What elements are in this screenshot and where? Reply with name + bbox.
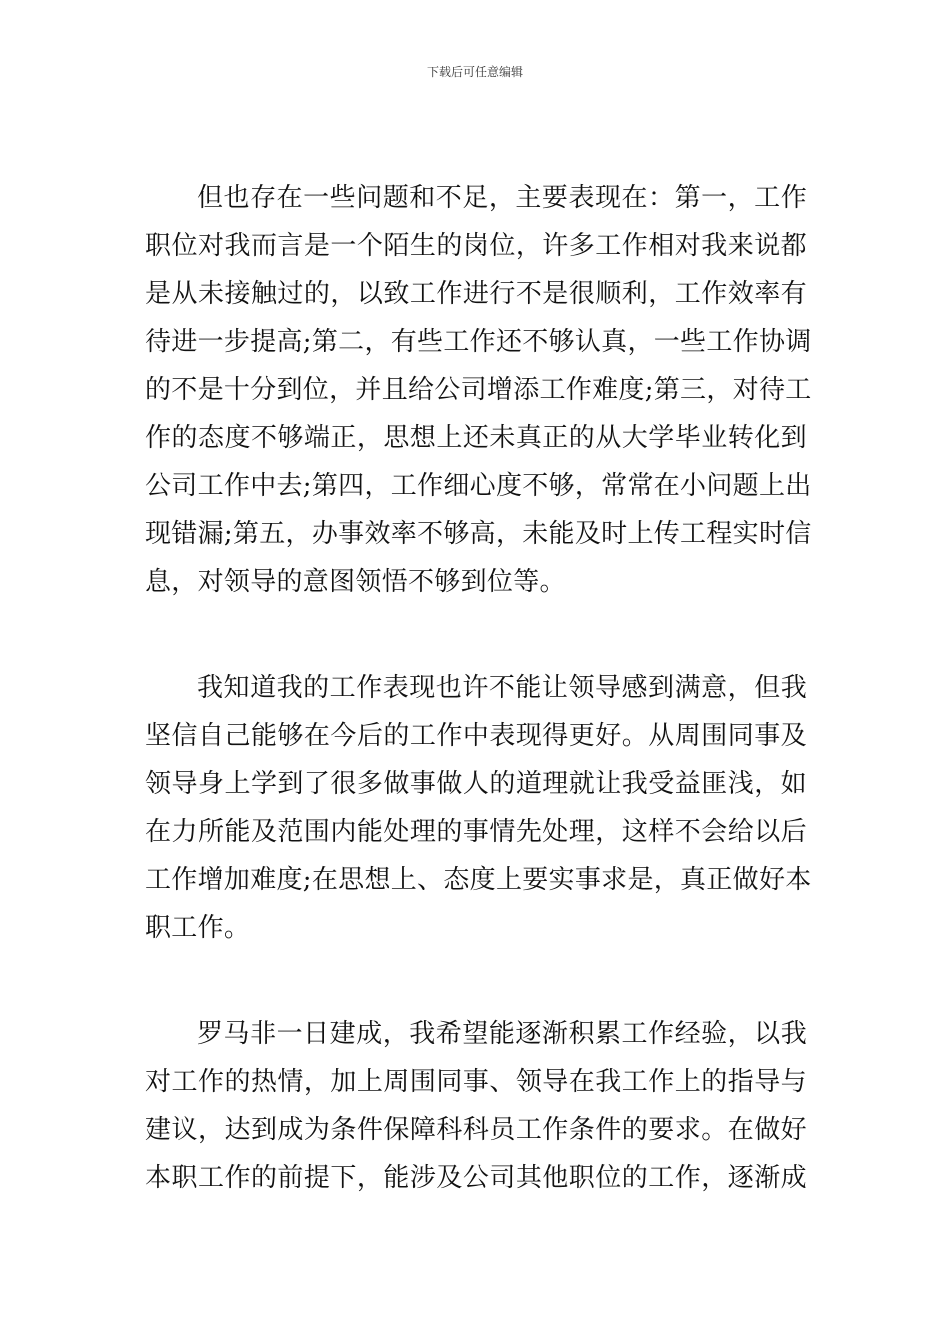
paragraph-line: 工作增加难度;在思想上、态度上要实事求是，真正做好本 [145, 865, 812, 895]
paragraph-line: 息，对领导的意图领悟不够到位等。 [145, 567, 566, 597]
paragraph-line: 坚信自己能够在今后的工作中表现得更好。从周围同事及 [145, 721, 807, 751]
paragraph-line: 待进一步提高;第二，有些工作还不够认真，一些工作协调 [145, 327, 812, 357]
paragraph-line: 是从未接触过的，以致工作进行不是很顺利，工作效率有 [145, 279, 807, 309]
paragraph-spacer [145, 952, 807, 1010]
paragraph-line: 作的态度不够端正，思想上还未真正的从大学毕业转化到 [145, 423, 807, 453]
paragraph-1 [145, 174, 812, 606]
paragraph-2 [145, 664, 812, 952]
paragraph-line: 职位对我而言是一个陌生的岗位，许多工作相对我来说都 [145, 231, 807, 261]
paragraph-spacer [145, 606, 807, 664]
paragraph-3 [145, 1010, 807, 1202]
paragraph-line: 但也存在一些问题和不足，主要表现在：第一，工作 [197, 183, 807, 213]
paragraph-line: 在力所能及范围内能处理的事情先处理，这样不会给以后 [145, 817, 807, 847]
paragraph-line: 对工作的热情，加上周围同事、领导在我工作上的指导与 [145, 1067, 807, 1097]
paragraph-line: 建议，达到成为条件保障科科员工作条件的要求。在做好 [145, 1115, 807, 1145]
paragraph-line: 的不是十分到位，并且给公司增添工作难度;第三，对待工 [145, 375, 812, 405]
page-header: 下载后可任意编辑 [426, 65, 523, 79]
paragraph-line: 现错漏;第五，办事效率不够高，未能及时上传工程实时信 [145, 519, 812, 549]
paragraph-line: 本职工作的前提下，能涉及公司其他职位的工作，逐渐成 [145, 1163, 807, 1193]
paragraph-line: 罗马非一日建成，我希望能逐渐积累工作经验，以我 [197, 1019, 807, 1049]
paragraph-line: 职工作。 [145, 913, 251, 943]
paragraph-line: 我知道我的工作表现也许不能让领导感到满意，但我 [197, 673, 807, 703]
paragraph-line: 领导身上学到了很多做事做人的道理就让我受益匪浅，如 [145, 769, 807, 799]
document-body [145, 174, 812, 1202]
paragraph-line: 公司工作中去;第四，工作细心度不够，常常在小问题上出 [145, 471, 812, 501]
